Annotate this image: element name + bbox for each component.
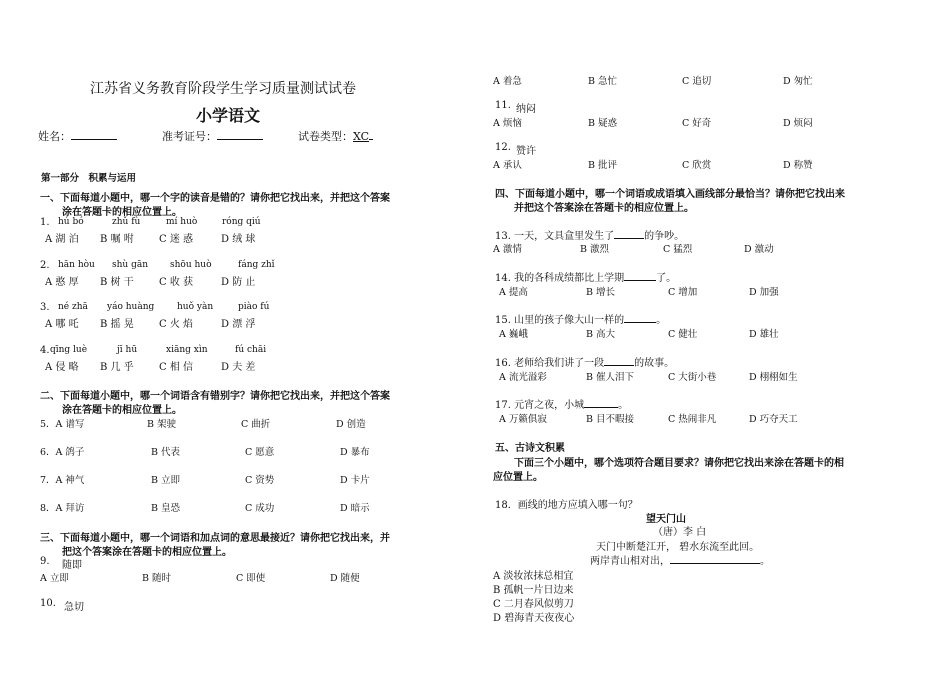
q18-option-b[interactable]: B 孤帆一片日边来 — [493, 585, 574, 596]
sec3-instruction-line1: 三、下面每道小题中，哪一个词语和加点词的意思最接近？请你把它找出来，并 — [40, 533, 390, 544]
sec5-title: 五、古诗文积累 — [495, 443, 565, 454]
q1-option-a[interactable]: A 湖 泊 — [45, 234, 79, 245]
poem-author: （唐）李 白 — [653, 527, 707, 538]
q18-option-c[interactable]: C 二月春风似剪刀 — [493, 599, 574, 610]
q16-option-a[interactable]: A 流光溢彩 — [499, 372, 547, 383]
q6-option-a[interactable]: 6．A 鸽子 — [40, 447, 85, 458]
exam-no-label: 准考证号： — [162, 130, 217, 143]
poem-line-2-text: 两岸青山相对出， — [590, 556, 670, 567]
exam-title: 江苏省义务教育阶段学生学习质量测试试卷 — [90, 81, 356, 97]
q2-option-d[interactable]: D 防 止 — [221, 277, 256, 288]
q15-stem-end: 。 — [656, 315, 667, 326]
q12-option-c[interactable]: C 欣赏 — [682, 160, 712, 171]
q14-option-c[interactable]: C 增加 — [668, 287, 698, 298]
q14-option-b[interactable]: B 增长 — [586, 287, 616, 298]
q17-option-c[interactable]: C 热闹非凡 — [668, 414, 717, 425]
q3-option-b[interactable]: B 摇 晃 — [100, 319, 134, 330]
q18-option-d[interactable]: D 碧海青天夜夜心 — [493, 613, 575, 624]
q4-option-c[interactable]: C 相 信 — [159, 362, 194, 373]
q9-number: 9. — [40, 556, 50, 567]
q11-option-d[interactable]: D 烦闷 — [783, 118, 813, 129]
q4-pinyin-d: fú chāi — [235, 345, 267, 355]
q12-option-b[interactable]: B 批评 — [588, 160, 618, 171]
q17-stem — [495, 396, 628, 411]
q1-pinyin-b: zhǔ fù — [112, 217, 141, 227]
q10-number: 10. — [40, 598, 56, 609]
q7-option-c[interactable]: C 资势 — [245, 475, 275, 486]
q16-stem-start: 16. 老师给我们讲了一段 — [495, 358, 605, 369]
paper-type-row — [298, 128, 373, 144]
q16-option-d[interactable]: D 栩栩如生 — [749, 372, 798, 383]
q9-option-d[interactable]: D 随便 — [330, 573, 360, 584]
q17-option-a[interactable]: A 万籁俱寂 — [499, 414, 547, 425]
exam-no-blank[interactable] — [217, 138, 263, 140]
q4-pinyin-a: qīng luè — [50, 345, 88, 355]
q2-pinyin-c: shōu huò — [170, 260, 212, 270]
sec1-instruction-line2: 涂在答题卡的相应位置上。 — [62, 207, 182, 218]
q11-option-c[interactable]: C 好奇 — [682, 118, 712, 129]
q15-option-a[interactable]: A 巍峨 — [499, 329, 528, 340]
q1-option-c[interactable]: C 迷 惑 — [159, 234, 194, 245]
q17-stem-end: 。 — [618, 400, 629, 411]
q13-stem-start: 13. 一天，文具盒里发生了 — [495, 231, 615, 242]
sec2-instruction-line1: 二、下面每道小题中，哪一个词语含有错别字？请你把它找出来，并把这个答案 — [40, 391, 390, 402]
q4-pinyin-c: xiāng xìn — [166, 345, 208, 355]
q10-option-a[interactable]: A 着急 — [493, 76, 522, 87]
q9-option-a[interactable]: A 立即 — [40, 573, 69, 584]
q7-option-b[interactable]: B 立即 — [151, 475, 181, 486]
q8-option-c[interactable]: C 成功 — [245, 503, 275, 514]
q14-stem-start: 14. 我的各科成绩都比上学期 — [495, 273, 625, 284]
q10-word: 急切 — [64, 602, 84, 613]
q7-option-a[interactable]: 7．A 神气 — [40, 475, 85, 486]
sec5-instruction-line1: 下面三个小题中，哪个选项符合题目要求？请你把它找出来涂在答题卡的相 — [514, 458, 844, 469]
student-info-row — [38, 128, 117, 144]
q3-number: 3. — [40, 302, 50, 313]
q17-blank[interactable] — [584, 406, 618, 408]
sec4-instruction-line2: 并把这个答案涂在答题卡的相应位置上。 — [514, 203, 694, 214]
q8-option-b[interactable]: B 皇恐 — [151, 503, 181, 514]
q2-pinyin-b: shù gān — [112, 260, 148, 270]
q2-option-c[interactable]: C 收 获 — [159, 277, 194, 288]
q16-option-b[interactable]: B 催人泪下 — [586, 372, 635, 383]
q12-number: 12. — [495, 142, 511, 153]
q11-number: 11. — [495, 100, 511, 111]
q15-option-c[interactable]: C 健壮 — [668, 329, 698, 340]
q2-pinyin-d: fáng zhǐ — [238, 260, 275, 270]
q11-option-b[interactable]: B 疑惑 — [588, 118, 618, 129]
q16-stem-end: 的故事。 — [634, 358, 675, 369]
q11-word: 纳闷 — [516, 104, 536, 115]
q16-blank[interactable] — [604, 364, 634, 366]
q3-pinyin-b: yáo huàng — [107, 302, 155, 312]
q1-pinyin-d: róng qiú — [222, 217, 261, 227]
q4-option-d[interactable]: D 夫 差 — [221, 362, 256, 373]
q13-option-a[interactable]: A 激情 — [493, 244, 522, 255]
q18-option-a[interactable]: A 淡妆浓抹总相宜 — [493, 571, 574, 582]
sec5-instruction-line2: 应位置上。 — [493, 472, 543, 483]
part1-title: 第一部分 积累与运用 — [41, 173, 137, 184]
name-label: 姓名： — [38, 130, 71, 143]
q2-pinyin-a: hān hòu — [58, 260, 95, 270]
q11-option-a[interactable]: A 烦恼 — [493, 118, 522, 129]
q1-pinyin-c: mí huò — [166, 217, 198, 227]
q12-word: 赞许 — [516, 146, 536, 157]
poem-line-2: 两岸青山相对出， 。 — [590, 556, 770, 567]
q15-option-b[interactable]: B 高大 — [586, 329, 616, 340]
q14-stem — [495, 269, 676, 284]
q15-stem — [495, 311, 666, 326]
q3-option-d[interactable]: D 漂 浮 — [221, 319, 256, 330]
q1-pinyin-a: hú bó — [58, 217, 84, 227]
q2-number: 2. — [40, 260, 50, 271]
q5-option-c[interactable]: C 曲折 — [241, 419, 271, 430]
q4-option-a[interactable]: A 侵 略 — [45, 362, 79, 373]
q13-stem — [495, 227, 684, 242]
q10-option-d[interactable]: D 匆忙 — [783, 76, 813, 87]
q16-stem — [495, 354, 674, 369]
q3-option-a[interactable]: A 哪 吒 — [45, 319, 79, 330]
q6-option-d[interactable]: D 暴布 — [340, 447, 370, 458]
q14-stem-end: 了。 — [656, 273, 677, 284]
q3-option-c[interactable]: C 火 焰 — [159, 319, 194, 330]
q6-option-b[interactable]: B 代表 — [151, 447, 181, 458]
q7-option-d[interactable]: D 卡片 — [340, 475, 370, 486]
name-blank[interactable] — [71, 138, 117, 140]
q1-option-b[interactable]: B 嘱 咐 — [100, 234, 134, 245]
q10-option-c[interactable]: C 追切 — [682, 76, 712, 87]
poem-line-1: 天门中断楚江开， 碧水东流至此回。 — [596, 542, 760, 553]
q3-pinyin-c: huǒ yàn — [177, 302, 214, 312]
q13-blank[interactable] — [614, 237, 644, 239]
q4-option-b[interactable]: B 几 乎 — [100, 362, 134, 373]
q6-option-c[interactable]: C 愿意 — [245, 447, 275, 458]
q4-number: 4. — [40, 345, 50, 356]
poem-blank[interactable] — [670, 562, 760, 564]
q5-option-d[interactable]: D 创造 — [336, 419, 366, 430]
q8-option-d[interactable]: D 暗示 — [340, 503, 370, 514]
subject-title: 小学语文 — [196, 106, 261, 125]
q16-option-c[interactable]: C 大街小巷 — [668, 372, 717, 383]
q4-pinyin-b: jī hū — [117, 345, 138, 355]
sec1-instruction-line1: 一、下面每道小题中，哪一个字的读音是错的？请你把它找出来，并把这个答案 — [40, 193, 390, 204]
sec2-instruction-line2: 涂在答题卡的相应位置上。 — [62, 405, 182, 416]
q8-option-a[interactable]: 8．A 拜访 — [40, 503, 85, 514]
q14-option-d[interactable]: D 加强 — [749, 287, 779, 298]
q17-option-b[interactable]: B 目不暇接 — [586, 414, 635, 425]
q17-stem-start: 17. 元宵之夜，小城 — [495, 400, 585, 411]
q17-option-d[interactable]: D 巧夺天工 — [749, 414, 798, 425]
q1-number: 1. — [40, 217, 50, 228]
q18-stem: 18．画线的地方应填入哪一句？ — [495, 500, 638, 511]
q15-stem-start: 15. 山里的孩子像大山一样的 — [495, 315, 625, 326]
q13-option-c[interactable]: C 猛烈 — [663, 244, 693, 255]
q2-option-a[interactable]: A 憨 厚 — [45, 277, 79, 288]
q13-option-b[interactable]: B 激烈 — [580, 244, 610, 255]
q12-option-d[interactable]: D 称赞 — [783, 160, 813, 171]
q5-option-a[interactable]: 5．A 谱写 — [40, 419, 85, 430]
q2-option-b[interactable]: B 树 干 — [100, 277, 134, 288]
q15-option-d[interactable]: D 雄壮 — [749, 329, 779, 340]
q15-blank[interactable] — [624, 321, 656, 323]
sec3-instruction-line2: 把这个答案涂在答题卡的相应位置上。 — [62, 547, 232, 558]
q9-option-c[interactable]: C 即使 — [236, 573, 266, 584]
q10-option-b[interactable]: B 急忙 — [588, 76, 618, 87]
q14-blank[interactable] — [624, 279, 656, 281]
q5-option-b[interactable]: B 架驶 — [147, 419, 177, 430]
q3-pinyin-a: né zhā — [58, 302, 88, 312]
q1-option-d[interactable]: D 绒 球 — [221, 234, 256, 245]
q12-option-a[interactable]: A 承认 — [493, 160, 522, 171]
q3-pinyin-d: piào fú — [238, 302, 270, 312]
q9-option-b[interactable]: B 随时 — [142, 573, 172, 584]
q9-word: 随即 — [62, 560, 82, 571]
type-value: XC — [353, 130, 370, 143]
poem-title: 望天门山 — [646, 514, 686, 525]
sec4-instruction-line1: 四、下面每道小题中，哪一个词语或成语填入画线部分最恰当？请你把它找出来 — [495, 189, 845, 200]
q13-option-d[interactable]: D 激动 — [744, 244, 774, 255]
exam-no-row — [162, 128, 263, 144]
q14-option-a[interactable]: A 提高 — [499, 287, 528, 298]
type-label: 试卷类型： — [298, 130, 353, 143]
q13-stem-end: 的争吵。 — [644, 231, 685, 242]
